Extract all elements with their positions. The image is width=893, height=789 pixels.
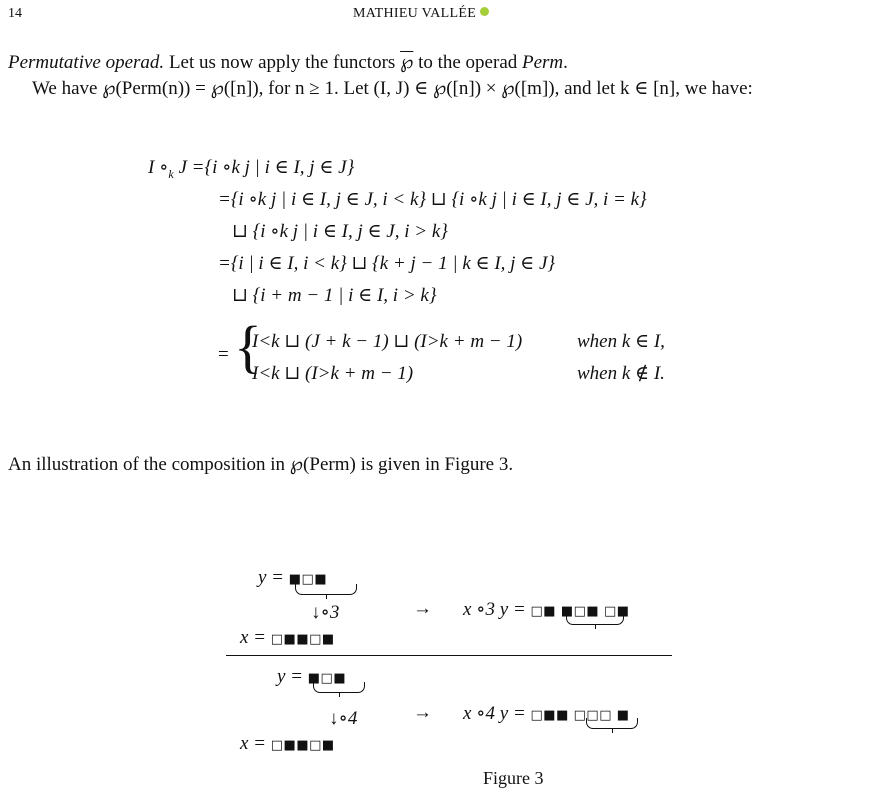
orcid-icon[interactable]	[480, 7, 489, 16]
word-x: □■■□■	[270, 738, 335, 753]
author-name: MATHIEU VALLÉE	[353, 6, 477, 21]
equation-line-1: I $\circ_k$ J ={i ∘k j | i ∈ I, j ∈ J}	[148, 157, 355, 181]
equation-case-1: I<k ⊔ (J + k − 1) ⊔ (I>k + m − 1)	[252, 331, 523, 352]
figure-bottom-x: x = □■■□■	[240, 733, 335, 754]
equation-line-2: ={i ∘k j | i ∈ I, j ∈ J, i < k} ⊔ {i ∘k j | i ∈ I, j ∈ J, i = k}	[218, 189, 647, 210]
operad-name: Perm	[522, 52, 564, 73]
figure-bottom-operation: ↓∘4	[329, 708, 358, 729]
figure-bottom-y: y = ■□■	[277, 666, 347, 687]
equation-line-3: ⊔ {i ∘k j | i ∈ I, j ∈ J, i > k}	[232, 221, 448, 242]
figure-top-result: x ∘3 y = □■ ■□■ □■	[463, 599, 630, 620]
equation-case-1-condition: when k ∈ I,	[577, 331, 665, 352]
equation-case-2: I<k ⊔ (I>k + m − 1)	[252, 363, 414, 384]
brace-y-bottom	[313, 682, 365, 693]
brace-y-top	[295, 584, 357, 595]
word-x: □■■□■	[270, 632, 335, 647]
figure-bottom-result: x ∘4 y = □■■ □□□ ■	[463, 703, 630, 724]
paragraph-we-have: We have ℘(Perm(n)) = ℘([n]), for n ≥ 1. Let (I, J) ∈ ℘([n]) × ℘([m]), and let k ∈ [n], we have:	[32, 78, 753, 99]
equation-equals: =	[218, 344, 229, 365]
word-y: ■□■	[307, 671, 347, 686]
equation-line-4: ={i | i ∈ I, i < k} ⊔ {k + j − 1 | k ∈ I, j ∈ J}	[218, 253, 556, 274]
paragraph-text: Let us now apply the functors	[168, 52, 396, 73]
equation-line-5: ⊔ {i + m − 1 | i ∈ I, i > k}	[232, 285, 437, 306]
paragraph-heading: Permutative operad.	[8, 52, 165, 73]
functor-symbol: ℘	[400, 52, 414, 73]
paragraph-text: to the operad	[418, 52, 518, 73]
paragraph-illustration: An illustration of the composition in ℘(Perm) is given in Figure 3.	[8, 454, 514, 475]
figure-top-x: x = □■■□■	[240, 627, 335, 648]
figure-divider	[226, 655, 672, 656]
brace-result-bottom	[586, 718, 638, 729]
paragraph-permutative-operad: Permutative operad. Let us now apply the functors ℘ to the operad Perm.	[8, 52, 568, 73]
equation-case-2-condition: when k ∉ I.	[577, 363, 665, 384]
figure-caption: Figure 3	[483, 768, 544, 788]
figure-top-y: y = ■□■	[258, 567, 328, 588]
figure-top-operation: ↓∘3	[311, 602, 340, 623]
figure-bottom-arrow: →	[413, 702, 432, 723]
brace-result-top	[566, 614, 624, 625]
running-head	[353, 6, 489, 22]
word-y: ■□■	[288, 572, 328, 587]
page-number: 14	[8, 6, 22, 21]
cases-brace: {	[234, 314, 262, 379]
figure-top-arrow: →	[413, 598, 432, 619]
